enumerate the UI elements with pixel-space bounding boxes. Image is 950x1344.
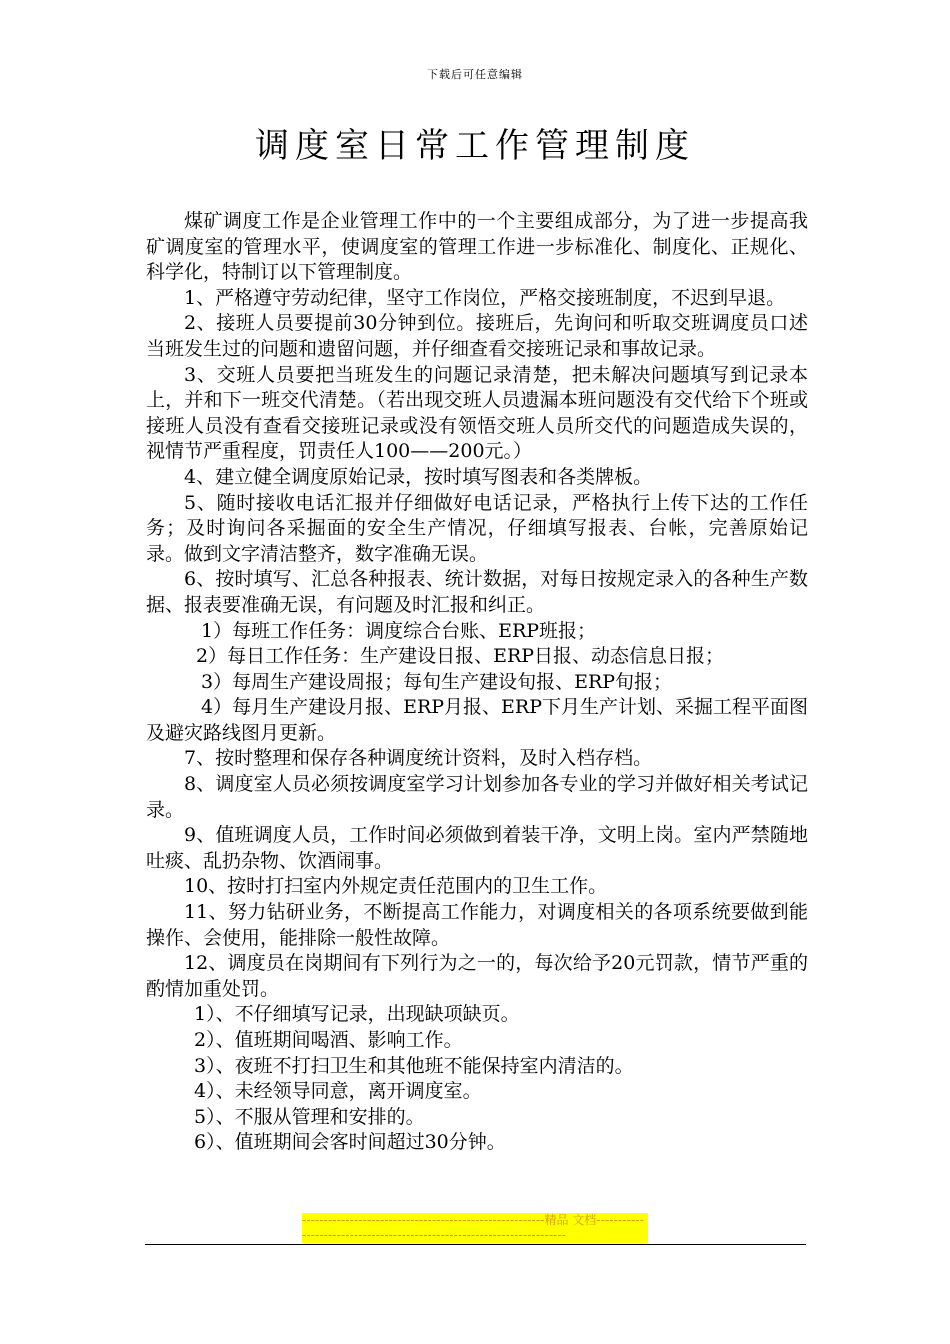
paragraph: 1、严格遵守劳动纪律，坚守工作岗位，严格交接班制度，不迟到早退。 xyxy=(184,286,786,309)
paragraph: 5、随时接收电话汇报并仔细做好电话记录，严格执行上传下达的工作任务；及时询问各采掘面的安全生产情况，仔细填写报表、台帐，完善原始记录。做到文字清洁整齐，数字准确无误。 xyxy=(146,491,808,565)
penalty-item: 5）、不服从管理和安排的。 xyxy=(194,1105,425,1128)
paragraph: 10、按时打扫室内外规定责任范围内的卫生工作。 xyxy=(184,875,608,898)
paragraph: 12、调度员在岗期间有下列行为之一的，每次给予20元罚款，情节严重的酌情加重处罚。 xyxy=(146,952,808,1000)
paragraph: 7、按时整理和保存各种调度统计资料，及时入档存档。 xyxy=(184,747,653,770)
paragraph: 2、接班人员要提前30分钟到位。接班后，先询问和听取交班调度员口述当班发生过的问题和遗留问题，并仔细查看交接班记录和事故记录。 xyxy=(146,312,808,360)
footer-divider xyxy=(145,1244,806,1245)
penalty-item: 6）、值班期间会客时间超过30分钟。 xyxy=(194,1131,506,1154)
document-body xyxy=(146,209,808,1156)
penalty-item: 2）、值班期间喝酒、影响工作。 xyxy=(194,1029,463,1051)
paragraph: 11、努力钻研业务，不断提高工作能力，对调度相关的各项系统要做到能操作、会使用，能排除一般性故障。 xyxy=(146,901,808,949)
paragraph: 3、交班人员要把当班发生的问题记录清楚，把未解决问题填写到记录本上，并和下一班交代清楚。（若出现交班人员遗漏本班问题没有交代给下个班或接班人员没有查看交接班记录或没有领悟交班人员所交代的问题造成失误的，视情节严重程度，罚责任人100——200元。） xyxy=(146,363,808,463)
paragraph: 6、按时填写、汇总各种报表、统计数据，对每日按规定录入的各种生产数据、报表要准确无误，有问题及时汇报和纠正。 xyxy=(146,568,808,616)
penalty-item: 1）、不仔细填写记录，出现缺项缺页。 xyxy=(194,1003,520,1026)
task-item: 2）每日工作任务：生产建设日报、ERP日报、动态信息日报； xyxy=(196,645,725,668)
paragraph: 煤矿调度工作是企业管理工作中的一个主要组成部分，为了进一步提高我矿调度室的管理水平，使调度室的管理工作进一步标准化、制度化、正规化、科学化，特制订以下管理制度。 xyxy=(146,210,808,284)
paragraph: 4、建立健全调度原始记录，按时填写图表和各类牌板。 xyxy=(184,465,653,488)
task-item: 1）每班工作任务：调度综合台账、ERP班报； xyxy=(201,619,597,642)
footer-watermark: --------------------------------------------------------精品 文档------------------------------------------------------------------------ xyxy=(302,1213,648,1243)
paragraph: 9、值班调度人员，工作时间必须做到着装干净，文明上岗。室内严禁随地吐痰、乱扔杂物、饮酒闹事。 xyxy=(146,824,808,872)
document-title: 调度室日常工作管理制度 xyxy=(255,126,695,166)
task-item: 3）每周生产建设周报；每旬生产建设旬报、ERP旬报； xyxy=(201,670,673,693)
penalty-item: 3）、夜班不打扫卫生和其他班不能保持室内清洁的。 xyxy=(194,1054,634,1077)
penalty-item: 4）、未经领导同意，离开调度室。 xyxy=(194,1080,482,1103)
task-item: 4）每月生产建设月报、ERP月报、ERP下月生产计划、采掘工程平面图及避灾路线图月更新。 xyxy=(146,696,809,744)
header-note: 下载后可任意编辑 xyxy=(427,68,523,81)
paragraph: 8、调度室人员必须按调度室学习计划参加各专业的学习并做好相关考试记录。 xyxy=(146,773,808,821)
